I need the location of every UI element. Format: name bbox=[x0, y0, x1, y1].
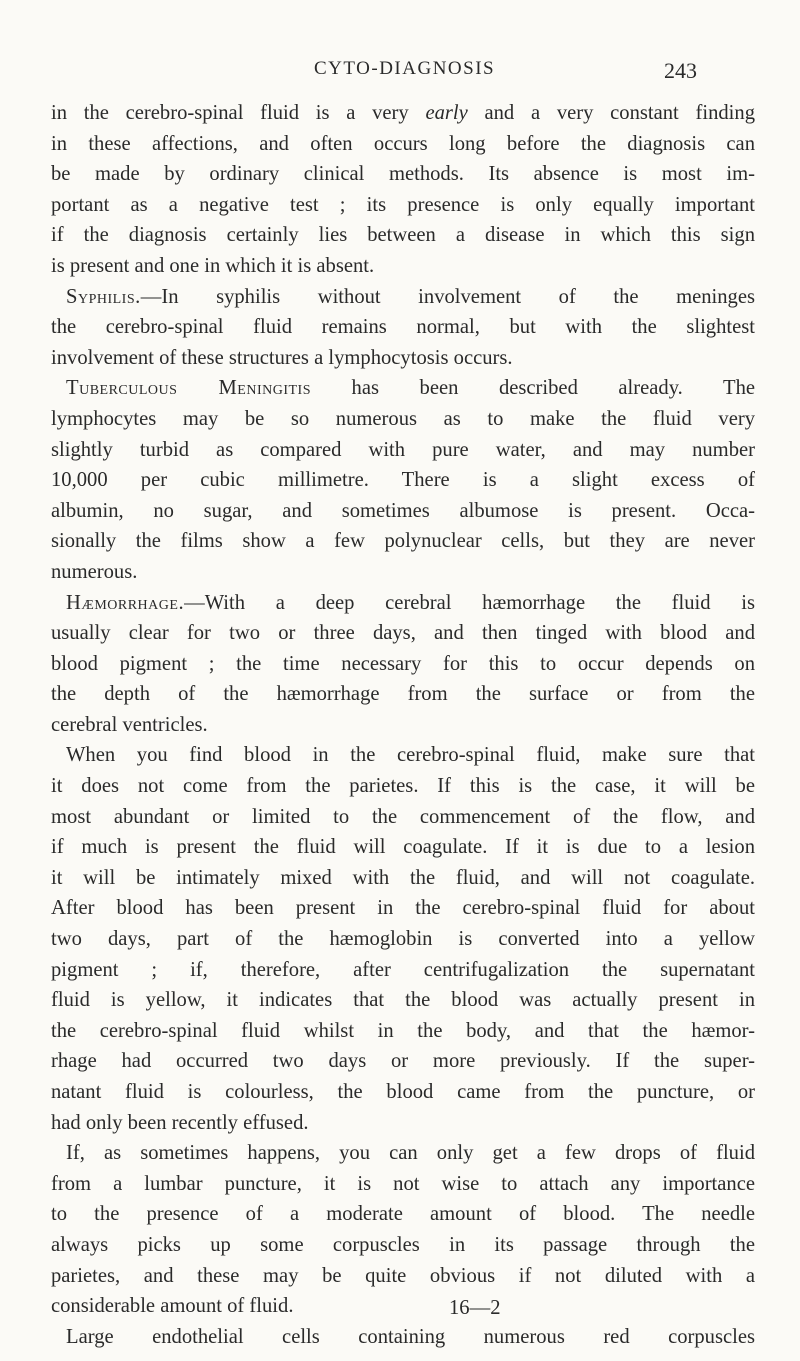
text-line: the cerebro-spinal fluid remains normal, but with the slightest bbox=[51, 316, 755, 339]
text-line: slightly turbid as compared with pure water, and may number bbox=[51, 438, 755, 461]
text-line: usually clear for two or three days, and then tinged with blood and bbox=[51, 622, 755, 645]
section-heading: Syphilis. bbox=[66, 285, 141, 308]
text-line: pigment ; if, therefore, after centrifugalization the supernatant bbox=[51, 958, 755, 981]
text-line: it does not come from the parietes. If this is the case, it will be bbox=[51, 775, 755, 798]
text-line bbox=[51, 98, 755, 129]
text-line: always picks up some corpuscles in its passage through the bbox=[51, 1233, 755, 1256]
text-line: fluid is yellow, it indicates that the blood was actually present in bbox=[51, 989, 755, 1012]
section-heading: Hæmorrhage. bbox=[66, 591, 185, 614]
text-line: When you find blood in the cerebro-spinal fluid, make sure that bbox=[66, 744, 755, 767]
text-line: parietes, and these may be quite obvious if not diluted with a bbox=[51, 1264, 755, 1287]
text-line: sionally the films show a few polynuclear cells, but they are never bbox=[51, 530, 755, 553]
text-run: and a very constant finding bbox=[467, 102, 755, 124]
text-line: considerable amount of fluid. bbox=[51, 1295, 294, 1318]
text-line: from a lumbar puncture, it is not wise to attach any importance bbox=[51, 1172, 755, 1195]
signature-mark: 16—2 bbox=[449, 1297, 501, 1319]
text-line: 10,000 per cubic millimetre. There is a slight excess of bbox=[51, 469, 755, 492]
text-line: portant as a negative test ; its presence is only equally important bbox=[51, 193, 755, 216]
text-line: natant fluid is colourless, the blood came from the puncture, or bbox=[51, 1081, 755, 1103]
text-line bbox=[51, 588, 755, 619]
text-line: the cerebro-spinal fluid whilst in the body, and that the hæmor- bbox=[51, 1019, 755, 1042]
text-line: If, as sometimes happens, you can only get a few drops of fluid bbox=[66, 1142, 755, 1165]
text-line: After blood has been present in the cerebro-spinal fluid for about bbox=[51, 897, 755, 920]
running-title: CYTO-DIAGNOSIS bbox=[314, 58, 496, 79]
text-line: be made by ordinary clinical methods. Its absence is most im- bbox=[51, 163, 755, 186]
text-line: cerebral ventricles. bbox=[51, 713, 208, 736]
body-text bbox=[51, 98, 755, 1352]
text-line: it will be intimately mixed with the fluid, and will not coagulate. bbox=[51, 866, 755, 889]
text-line bbox=[51, 373, 755, 404]
text-line: had only been recently effused. bbox=[51, 1111, 309, 1134]
text-line: most abundant or limited to the commencement of the flow, and bbox=[51, 805, 755, 828]
text-line: the depth of the hæmorrhage from the surface or from the bbox=[51, 683, 755, 706]
text-run: has been described already. The bbox=[311, 377, 756, 400]
running-head bbox=[0, 58, 800, 88]
section-heading: Tuberculous Meningitis bbox=[66, 377, 311, 400]
text-run: —In syphilis without involvement of the meninges bbox=[140, 285, 755, 308]
page-number: 243 bbox=[664, 58, 697, 83]
text-line: two days, part of the hæmoglobin is converted into a yellow bbox=[51, 928, 755, 951]
text-run: —With a deep cerebral hæmorrhage the fluid is bbox=[184, 591, 755, 614]
text-line: is present and one in which it is absent. bbox=[51, 254, 375, 277]
emphasis-text: early bbox=[425, 102, 468, 124]
text-line: if much is present the fluid will coagulate. If it is due to a lesion bbox=[51, 836, 755, 859]
text-line: Large endothelial cells containing numerous red corpuscles bbox=[66, 1325, 755, 1348]
text-line: lymphocytes may be so numerous as to make the fluid very bbox=[51, 407, 755, 430]
text-line: blood pigment ; the time necessary for this to occur depends on bbox=[51, 652, 755, 675]
text-line bbox=[51, 282, 755, 313]
text-run: in the cerebro-spinal fluid is a very bbox=[51, 102, 426, 124]
text-line: to the presence of a moderate amount of blood. The needle bbox=[51, 1203, 755, 1226]
text-line: if the diagnosis certainly lies between a disease in which this sign bbox=[51, 224, 755, 247]
text-line: involvement of these structures a lymphocytosis occurs. bbox=[51, 346, 513, 369]
text-line: albumin, no sugar, and sometimes albumose is present. Occa- bbox=[51, 499, 755, 522]
text-line: rhage had occurred two days or more previously. If the super- bbox=[51, 1050, 755, 1073]
text-line: numerous. bbox=[51, 560, 138, 583]
text-line: in these affections, and often occurs long before the diagnosis can bbox=[51, 132, 755, 155]
